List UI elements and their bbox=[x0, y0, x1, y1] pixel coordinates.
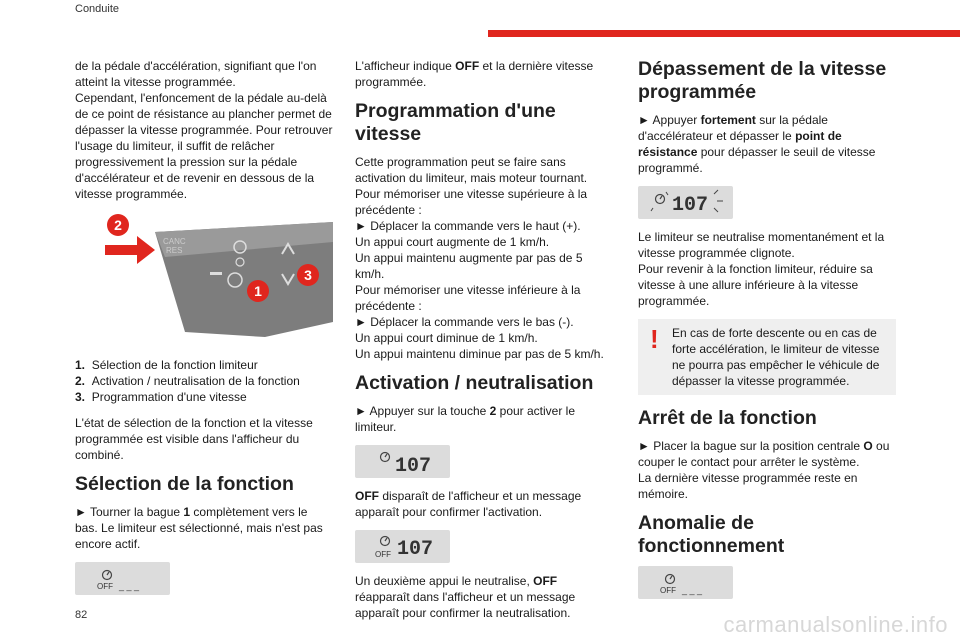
paragraph: ► Placer la bague sur la position centrale O ou couper le contact pour arrêter le système. La dernière vitesse programmée reste en mémoire. bbox=[638, 439, 890, 501]
paragraph: Le limiteur se neutralise momentanément et la vitesse programmée clignote. Pour revenir à la fonction limiteur, réduire sa vitesse à une allure inférieure à la vitesse programmée. bbox=[638, 230, 885, 308]
paragraph: L'afficheur indique OFF et la dernière vitesse programmée. bbox=[355, 59, 594, 89]
heading-activation: Activation / neutralisation bbox=[355, 372, 594, 394]
off-label: OFF bbox=[375, 550, 391, 559]
display-speed bbox=[355, 445, 450, 478]
cancel-label: CANC bbox=[163, 237, 186, 246]
page-number: 82 bbox=[75, 609, 88, 621]
list-item: 1. Sélection de la fonction limiteur bbox=[75, 358, 258, 372]
heading-programmation: Programmation d'une vitesse bbox=[355, 100, 556, 145]
speed-value: 107 bbox=[397, 538, 434, 561]
paragraph: Cette programmation peut se faire sans activation du limiteur, mais moteur tournant. Pour mémoriser une vitesse supérieure à la précédente : ► Déplacer la commande vers le haut (+). Un appui court augmente de 1 km/h. Un appui maintenu augmente par pas de 5 km/h. Pour mémoriser une vitesse inférieure à la précédente : ► Déplacer la commande vers le bas (-). Un appui court diminue de 1 km/h. Un appui maintenu diminue par pas de 5 km/h. bbox=[355, 155, 604, 361]
display-speed-blinking bbox=[638, 186, 733, 219]
res-label: RES bbox=[166, 246, 183, 255]
paragraph: OFF disparaît de l'afficheur et un message apparaît pour confirmer l'activation. bbox=[355, 489, 582, 519]
column-2 bbox=[355, 58, 613, 631]
off-label: OFF bbox=[660, 586, 676, 595]
callout-1: 1 bbox=[254, 283, 262, 299]
column-1 bbox=[75, 58, 333, 605]
watermark: carmanualsonline.info bbox=[723, 612, 948, 637]
paragraph: Cependant, l'enfoncement de la pédale au-delà de ce point de résistance au plancher permet de dépasser la vitesse programmée. Pour retrouver l'usage du limiteur, il suffit de relâcher progressivement la pression sur la pédale d'accélérateur et de revenir en dessous de la vitesse programmée. bbox=[75, 91, 333, 201]
heading-anomalie: Anomalie de fonctionnement bbox=[638, 512, 785, 557]
heading-depassement: Dépassement de la vitesse programmée bbox=[638, 58, 887, 103]
numbered-list bbox=[75, 357, 333, 405]
paragraph: ► Appuyer sur la touche 2 pour activer le limiteur. bbox=[355, 404, 576, 434]
header-section-title: Conduite bbox=[75, 3, 120, 15]
stalk-figure bbox=[75, 212, 333, 347]
list-item: 3. Programmation d'une vitesse bbox=[75, 390, 247, 404]
callout-2: 2 bbox=[114, 217, 122, 233]
paragraph: de la pédale d'accélération, signifiant que l'on atteint la vitesse programmée. bbox=[75, 59, 317, 89]
display-off-dashes bbox=[75, 562, 170, 595]
speed-dashes: _ _ _ bbox=[682, 585, 703, 595]
paragraph: Un deuxième appui le neutralise, OFF réapparaît dans l'afficheur et un message apparaît pour confirmer la neutralisation. bbox=[355, 574, 576, 620]
speed-value: 107 bbox=[672, 194, 709, 217]
speed-dashes: _ _ _ bbox=[119, 581, 140, 591]
paragraph: L'état de sélection de la fonction et la vitesse programmée est visible dans l'afficheur du combiné. bbox=[75, 416, 313, 462]
warning-text: En cas de forte descente ou en cas de forte accélération, le limiteur de vitesse ne pourra pas empêcher le véhicule de dépasser la vitesse programmée. bbox=[672, 326, 880, 388]
paragraph: ► Tourner la bague 1 complètement vers le bas. Le limiteur est sélectionné, mais n'est pas encore actif. bbox=[75, 505, 323, 551]
header-accent-bar bbox=[488, 30, 960, 37]
display-off-speed bbox=[355, 530, 450, 563]
display-off-dashes bbox=[638, 566, 733, 599]
list-item: 2. Activation / neutralisation de la fonction bbox=[75, 374, 300, 388]
paragraph: ► Appuyer fortement sur la pédale d'accélérateur et dépasser le point de résistance pour dépasser le seuil de vitesse programmé. bbox=[638, 113, 876, 175]
off-label: OFF bbox=[97, 582, 113, 591]
speed-value: 107 bbox=[395, 455, 432, 478]
warning-box bbox=[638, 319, 896, 395]
heading-arret: Arrêt de la fonction bbox=[638, 407, 817, 429]
warning-icon: ! bbox=[650, 324, 659, 354]
callout-3: 3 bbox=[304, 267, 312, 283]
column-3 bbox=[638, 58, 896, 609]
heading-selection: Sélection de la fonction bbox=[75, 473, 294, 495]
